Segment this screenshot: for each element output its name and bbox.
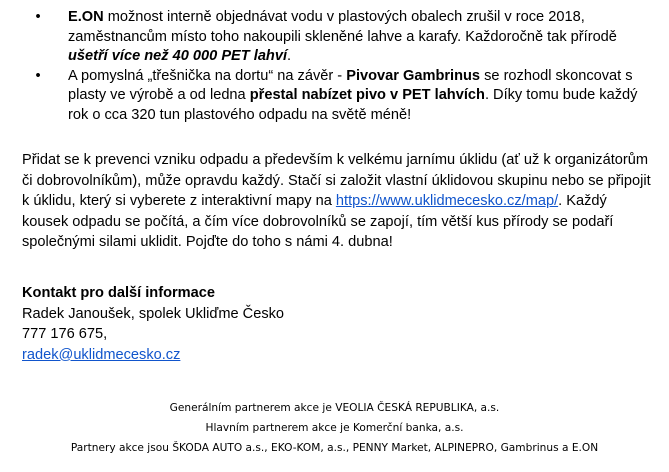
bullet-item-eon bbox=[22, 8, 652, 67]
footer-partners: Partnery akce jsou ŠKODA AUTO a.s., EKO-KOM, a.s., PENNY Market, ALPINEPRO, Gambrinus a E.ON bbox=[70, 442, 599, 454]
contact-block bbox=[22, 283, 652, 365]
contact-heading: Kontakt pro další informace bbox=[22, 285, 215, 301]
contact-email-link[interactable]: radek@uklidmecesko.cz bbox=[22, 346, 181, 363]
bullet-text: možnost interně objednávat vodu v plastových obalech zrušil v roce 2018, zaměstnancům místo toho nakoupili skleněné lahve a karafy. Každoročně tak přírodě bbox=[68, 9, 617, 45]
bullet-text: se rozhodl skoncovat s plasty ve výrobě a od ledna bbox=[68, 67, 633, 103]
company-name-gambrinus: Pivovar Gambrinus bbox=[346, 67, 481, 84]
footer-general-partner: Generálním partnerem akce je VEOLIA ČESKÁ REPUBLIKA, a.s. bbox=[169, 402, 500, 414]
paragraph-text: . Každý kousek odpadu se počítá, a čím více dobrovolníků se zapojí, tím větší kus přírody se podaří společnými silami uklidit. Pojďte do toho s námi 4. dubna! bbox=[22, 193, 614, 251]
map-link[interactable]: https://www.uklidmecesko.cz/map/ bbox=[335, 193, 559, 210]
bullet-item-gambrinus bbox=[22, 67, 652, 126]
bullet-text: . Díky tomu bude každý rok o cca 320 tun plastového odpadu na světě méně! bbox=[68, 87, 638, 123]
bullet-text: . bbox=[287, 48, 292, 64]
paragraph-text: Přidat se k prevenci vzniku odpadu a především k velkému jarnímu úklidu (ať už k organizátorům či dobrovolníkům), může opravdu každý. Stačí si založit vlastní úklidovou skupinu nebo se připojit k úklidu, který si vyberete z interaktivní mapy na bbox=[22, 152, 651, 210]
footer-main-partner: Hlavním partnerem akce je Komerční banka, a.s. bbox=[205, 422, 464, 434]
company-name-eon: E.ON bbox=[68, 9, 104, 25]
contact-name: Radek Janoušek, spolek Ukliďme Česko bbox=[22, 305, 285, 322]
bullet-dot-icon: • bbox=[35, 9, 41, 25]
contact-phone: 777 176 675, bbox=[22, 326, 108, 343]
partners-footer bbox=[0, 398, 669, 458]
bullet-highlight: ušetří více než 40 000 PET lahví bbox=[68, 48, 288, 64]
bullet-text: A pomyslná „třešnička na dortu“ na závěr - bbox=[68, 67, 347, 84]
bullet-dot-icon: • bbox=[35, 67, 41, 84]
call-to-action-paragraph bbox=[22, 150, 652, 253]
bullet-list bbox=[22, 8, 652, 125]
bullet-highlight: přestal nabízet pivo v PET lahvích bbox=[249, 87, 485, 103]
